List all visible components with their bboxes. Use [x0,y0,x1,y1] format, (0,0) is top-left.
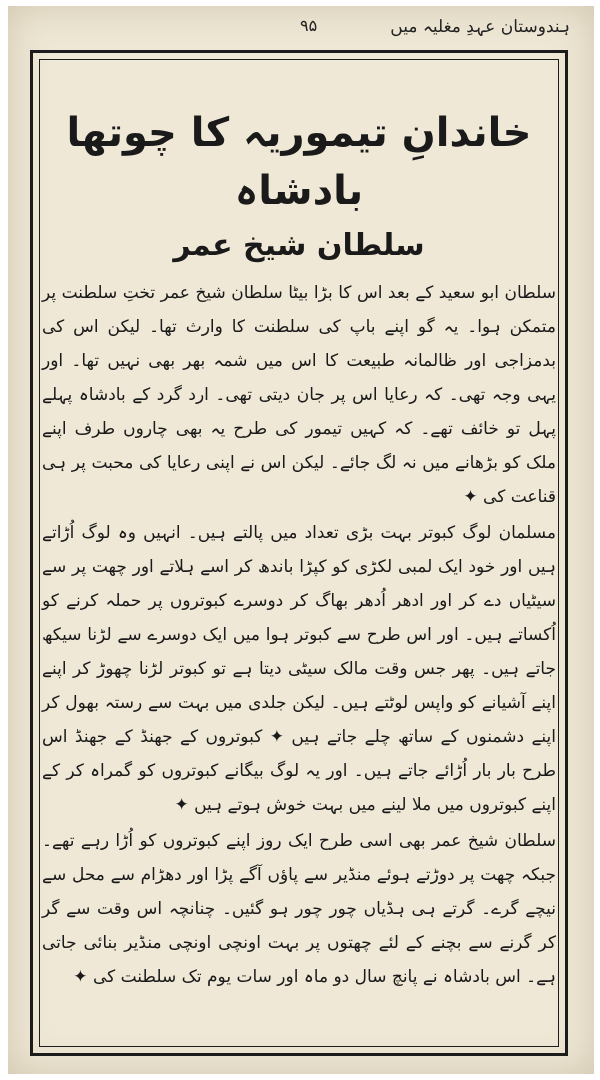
paragraph-1: سلطان ابو سعید کے بعد اس کا بڑا بیٹا سلطان شیخ عمر تختِ سلطنت پر متمکن ہوا۔ یہ گو اپنے باپ کی سلطنت کا وارث تھا۔ لیکن اس کی بدمزاجی اور ظالمانہ طبیعت کا اس میں شمہ بھر بھی نہیں تھا۔ اور یہی وجہ تھی۔ کہ رعایا اس پر جان دیتی تھی۔ ارد گرد کے بادشاہ پہلے پہل تو خائف تھے۔ کہ کہیں تیمور کی طرح یہ بھی چاروں طرف اپنے ملک کو بڑھانے میں نہ لگ جائے۔ لیکن اس نے اپنی رعایا کی محبت پر ہی قناعت کی ✦ [42,283,556,507]
paragraph-2: مسلمان لوگ کبوتر بہت بڑی تعداد میں پالتے ہیں۔ انہیں وہ لوگ اُڑاتے ہیں اور خود ایک لمبی لکڑی کو کپڑا باندھ کر اسے ہلاتے اور چھت پر سے سیٹیاں دے کر اور ادھر اُدھر بھاگ کر دوسرے کبوتروں پر حملہ کرنے کو اُکساتے ہیں۔ اور اس طرح سے کبوتر ہوا میں ایک دوسرے سے لڑنا سیکھ جاتے ہیں۔ پھر جس وقت مالک سیٹی دیتا ہے تو کبوتر لڑنا چھوڑ کر اپنے اپنے آشیانے کو واپس لوٹتے ہیں۔ لیکن جلدی میں بہت سے رستہ بھول کر اپنے دشمنوں کے ساتھ چلے جاتے ہیں ✦ کبوتروں کے جھنڈ کے جھنڈ اس طرح بار بار اُڑائے جاتے ہیں۔ اور یہ لوگ بیگانے کبوتروں کو گمراہ کر کے اپنے کبوتروں میں ملا لینے میں بہت خوش ہوتے ہیں ✦ [42,523,556,815]
chapter-title: خاندانِ تیموریہ کا چوتھا بادشاہ [66,110,532,214]
page-number: ۹۵ [300,16,318,35]
page-content [42,104,556,996]
running-title: ہندوستان عہدِ مغلیہ میں [390,17,570,37]
page-header [30,14,570,46]
paragraph-3: سلطان شیخ عمر بھی اسی طرح ایک روز اپنے کبوتروں کو اُڑا رہے تھے۔ جبکہ چھت پر دوڑتے ہوئے منڈیر سے پاؤں آگے پڑا اور دھڑام سے محل سے نیچے گرے۔ گرتے ہی ہڈیاں چور چور ہو گئیں۔ چنانچہ اس وقت سے گر کر گرنے سے بچنے کے لئے چھتوں پر بہت اونچی اونچی منڈیر بنائی جاتی ہے۔ اس بادشاہ نے پانچ سال دو ماہ اور سات یوم تک سلطنت کی ✦ [42,831,556,987]
chapter-subtitle: سلطان شیخ عمر [173,228,425,263]
